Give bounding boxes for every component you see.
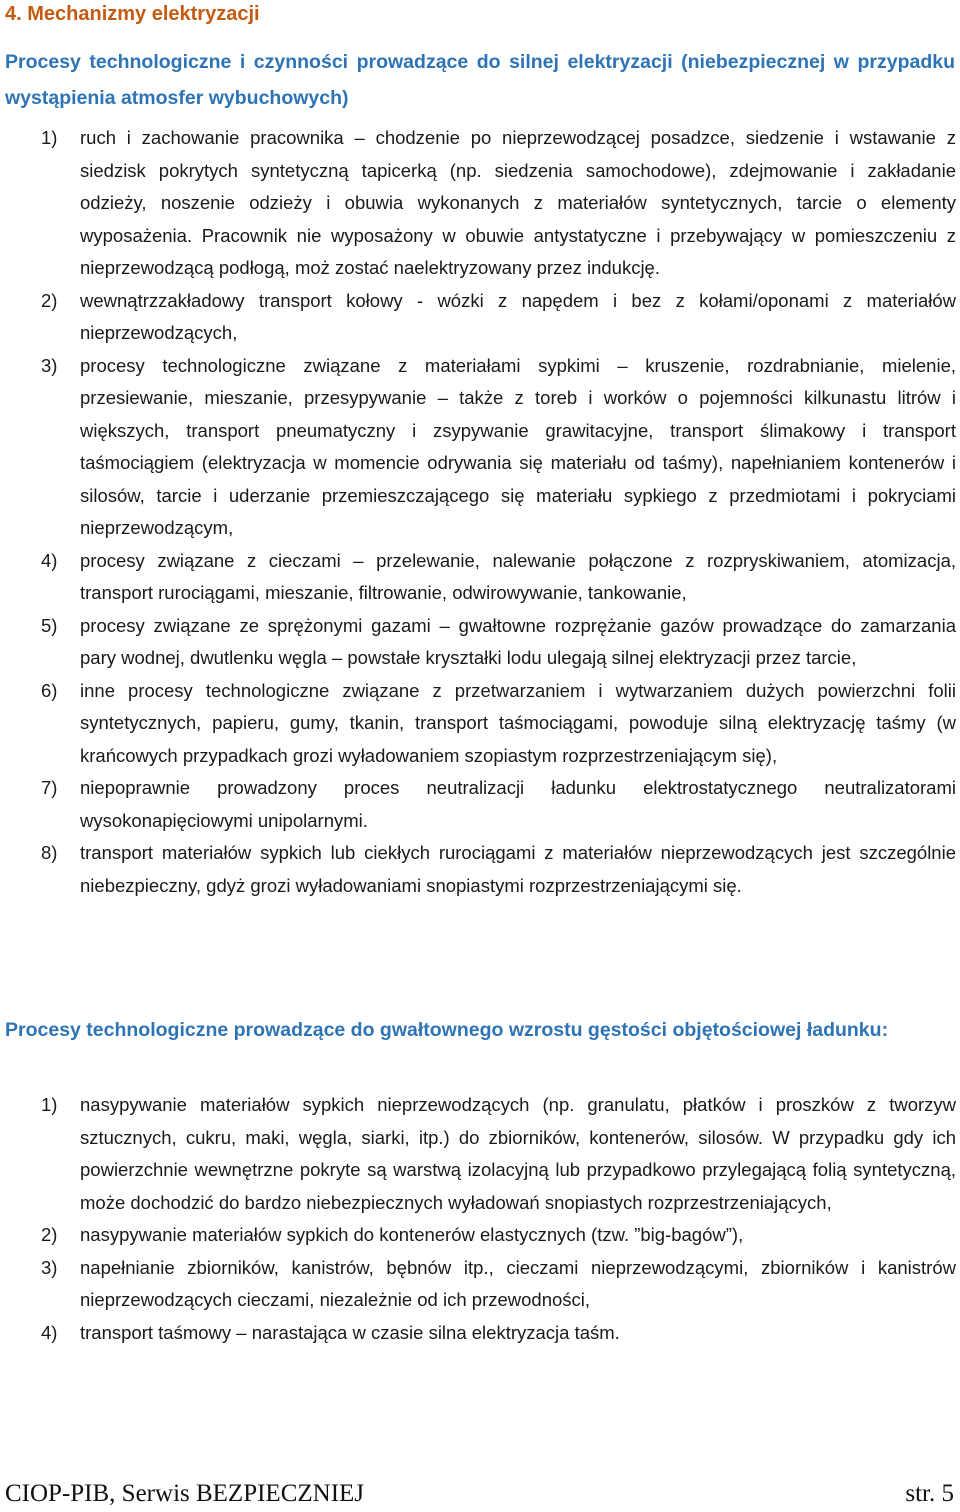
list-item-text: procesy związane z cieczami – przelewanie, nalewanie połączone z rozpryskiwaniem, atomizacja, transport rurociągami, mieszanie, filtrowanie, odwirowywanie, tankowanie, (80, 549, 956, 603)
list-item (0, 122, 956, 285)
list-item-number: 2) (41, 1224, 58, 1245)
section-heading-electrification: Procesy technologiczne i czynności prowadzące do silnej elektryzacji (niebezpiecznej w przypadku wystąpienia atmosfer wybuchowych) (5, 51, 955, 109)
list-item-number: 4) (41, 1321, 58, 1343)
list-item-number: 5) (41, 614, 58, 636)
list-item-text: nasypywanie materiałów sypkich nieprzewodzących (np. granulatu, płatków i proszków z tworzyw sztucznych, cukru, maki, węgla, siarki, itp.) do zbiorników, kontenerów, silosów. W przypadku gdy ich powierzchnie wewnętrzne pokryte są warstwą izolacyjną lub przypadkowo przylegającą folią syntetyczną, może dochodzić do bardzo niebezpiecznych wyładowań snopiastych rozprzestrzeniających, (80, 1094, 956, 1213)
list-item-number: 6) (41, 679, 58, 701)
list-item-text: procesy związane ze sprężonymi gazami – gwałtowne rozprężanie gazów prowadzące do zamarzania pary wodnej, dwutlenku węgla – powstałe kryształki lodu ulegają silnej elektryzacji przez tarcie, (80, 614, 956, 668)
list-item-number: 1) (41, 127, 58, 148)
list-item-text: procesy technologiczne związane z materiałami sypkimi – kruszenie, rozdrabnianie, mielenie, przesiewanie, mieszanie, przesypywanie – także z toreb i worków o pojemności kilkunastu litrów i większych, transport pneumatyczny i zsypywanie grawitacyjne, transport ślimakowy i transport taśmociągiem (elektryzacja w momencie odrywania się materiału od taśmy), napełnianiem kontenerów i silosów, tarcie i uderzanie przemieszczającego się materiału sypkiego z przedmiotami i pokryciami nieprzewodzącym, (80, 354, 956, 538)
list-item-number: 2) (41, 289, 58, 311)
list-item (0, 610, 956, 675)
list-item (0, 1219, 956, 1252)
list-item (0, 837, 956, 902)
list-item-number: 7) (41, 777, 58, 798)
list-item-text: napełnianie zbiorników, kanistrów, bębnów itp., cieczami nieprzewodzącymi, zbiorników i kanistrów nieprzewodzących cieczami, niezależnie od ich przewodności, (80, 1256, 956, 1310)
list-item (0, 1317, 956, 1350)
list-item (0, 675, 956, 773)
section-heading-charge-density: Procesy technologiczne prowadzące do gwałtownego wzrostu gęstości objętościowej ładunku: (5, 1019, 889, 1041)
list-item (0, 1089, 956, 1219)
list-item-number: 4) (41, 549, 58, 571)
list-item-number: 8) (41, 842, 58, 863)
list-item-text: niepoprawnie prowadzony proces neutralizacji ładunku elektrostatycznego neutralizatorami wysokonapięciowymi unipolarnymi. (80, 777, 956, 831)
list-item-text: inne procesy technologiczne związane z przetwarzaniem i wytwarzaniem dużych powierzchni folii syntetycznych, papieru, gumy, tkanin, transport taśmociągami, powoduje silną elektryzację taśmy (w krańcowych przypadkach grozi wyładowaniem szopiastym rozprzestrzeniającym się), (80, 679, 956, 766)
list-item-text: wewnątrzzakładowy transport kołowy - wózki z napędem i bez z kołami/oponami z materiałów nieprzewodzących, (80, 289, 956, 343)
footer-publisher: CIOP-PIB, Serwis BEZPIECZNIEJ (5, 1480, 365, 1507)
list-item-number: 1) (41, 1094, 58, 1115)
electrification-process-list (0, 122, 960, 902)
list-item-text: ruch i zachowanie pracownika – chodzenie po nieprzewodzącej posadzce, siedzenie i wstawanie z siedzisk pokrytych syntetyczną tapicerką (np. siedzenia samochodowe), zdejmowanie i zakładanie odzieży, noszenie odzieży i obuwia wykonanych z materiałów syntetycznych, tarcie o elementy wyposażenia. Pracownik nie wyposażony w obuwie antystatyczne i przebywający w pomieszczeniu z nieprzewodzącą podłogą, moż zostać naelektryzowany przez indukcję. (80, 127, 956, 278)
chapter-title: 4. Mechanizmy elektryzacji (5, 3, 260, 25)
list-item (0, 350, 956, 545)
list-item-text: transport taśmowy – narastająca w czasie silna elektryzacja taśm. (80, 1321, 620, 1343)
charge-density-process-list (0, 1089, 960, 1349)
list-item-text: transport materiałów sypkich lub ciekłych rurociągami z materiałów nieprzewodzących jest szczególnie niebezpieczny, gdyż grozi wyładowaniami snopiastymi rozprzestrzeniającymi się. (80, 842, 956, 896)
list-item (0, 1252, 956, 1317)
list-item (0, 545, 956, 610)
list-item (0, 285, 956, 350)
list-item-number: 3) (41, 354, 58, 376)
list-item-number: 3) (41, 1256, 58, 1278)
footer-page-number: str. 5 (905, 1480, 954, 1507)
list-item-text: nasypywanie materiałów sypkich do kontenerów elastycznych (tzw. ”big-bagów”), (80, 1224, 744, 1245)
list-item (0, 772, 956, 837)
